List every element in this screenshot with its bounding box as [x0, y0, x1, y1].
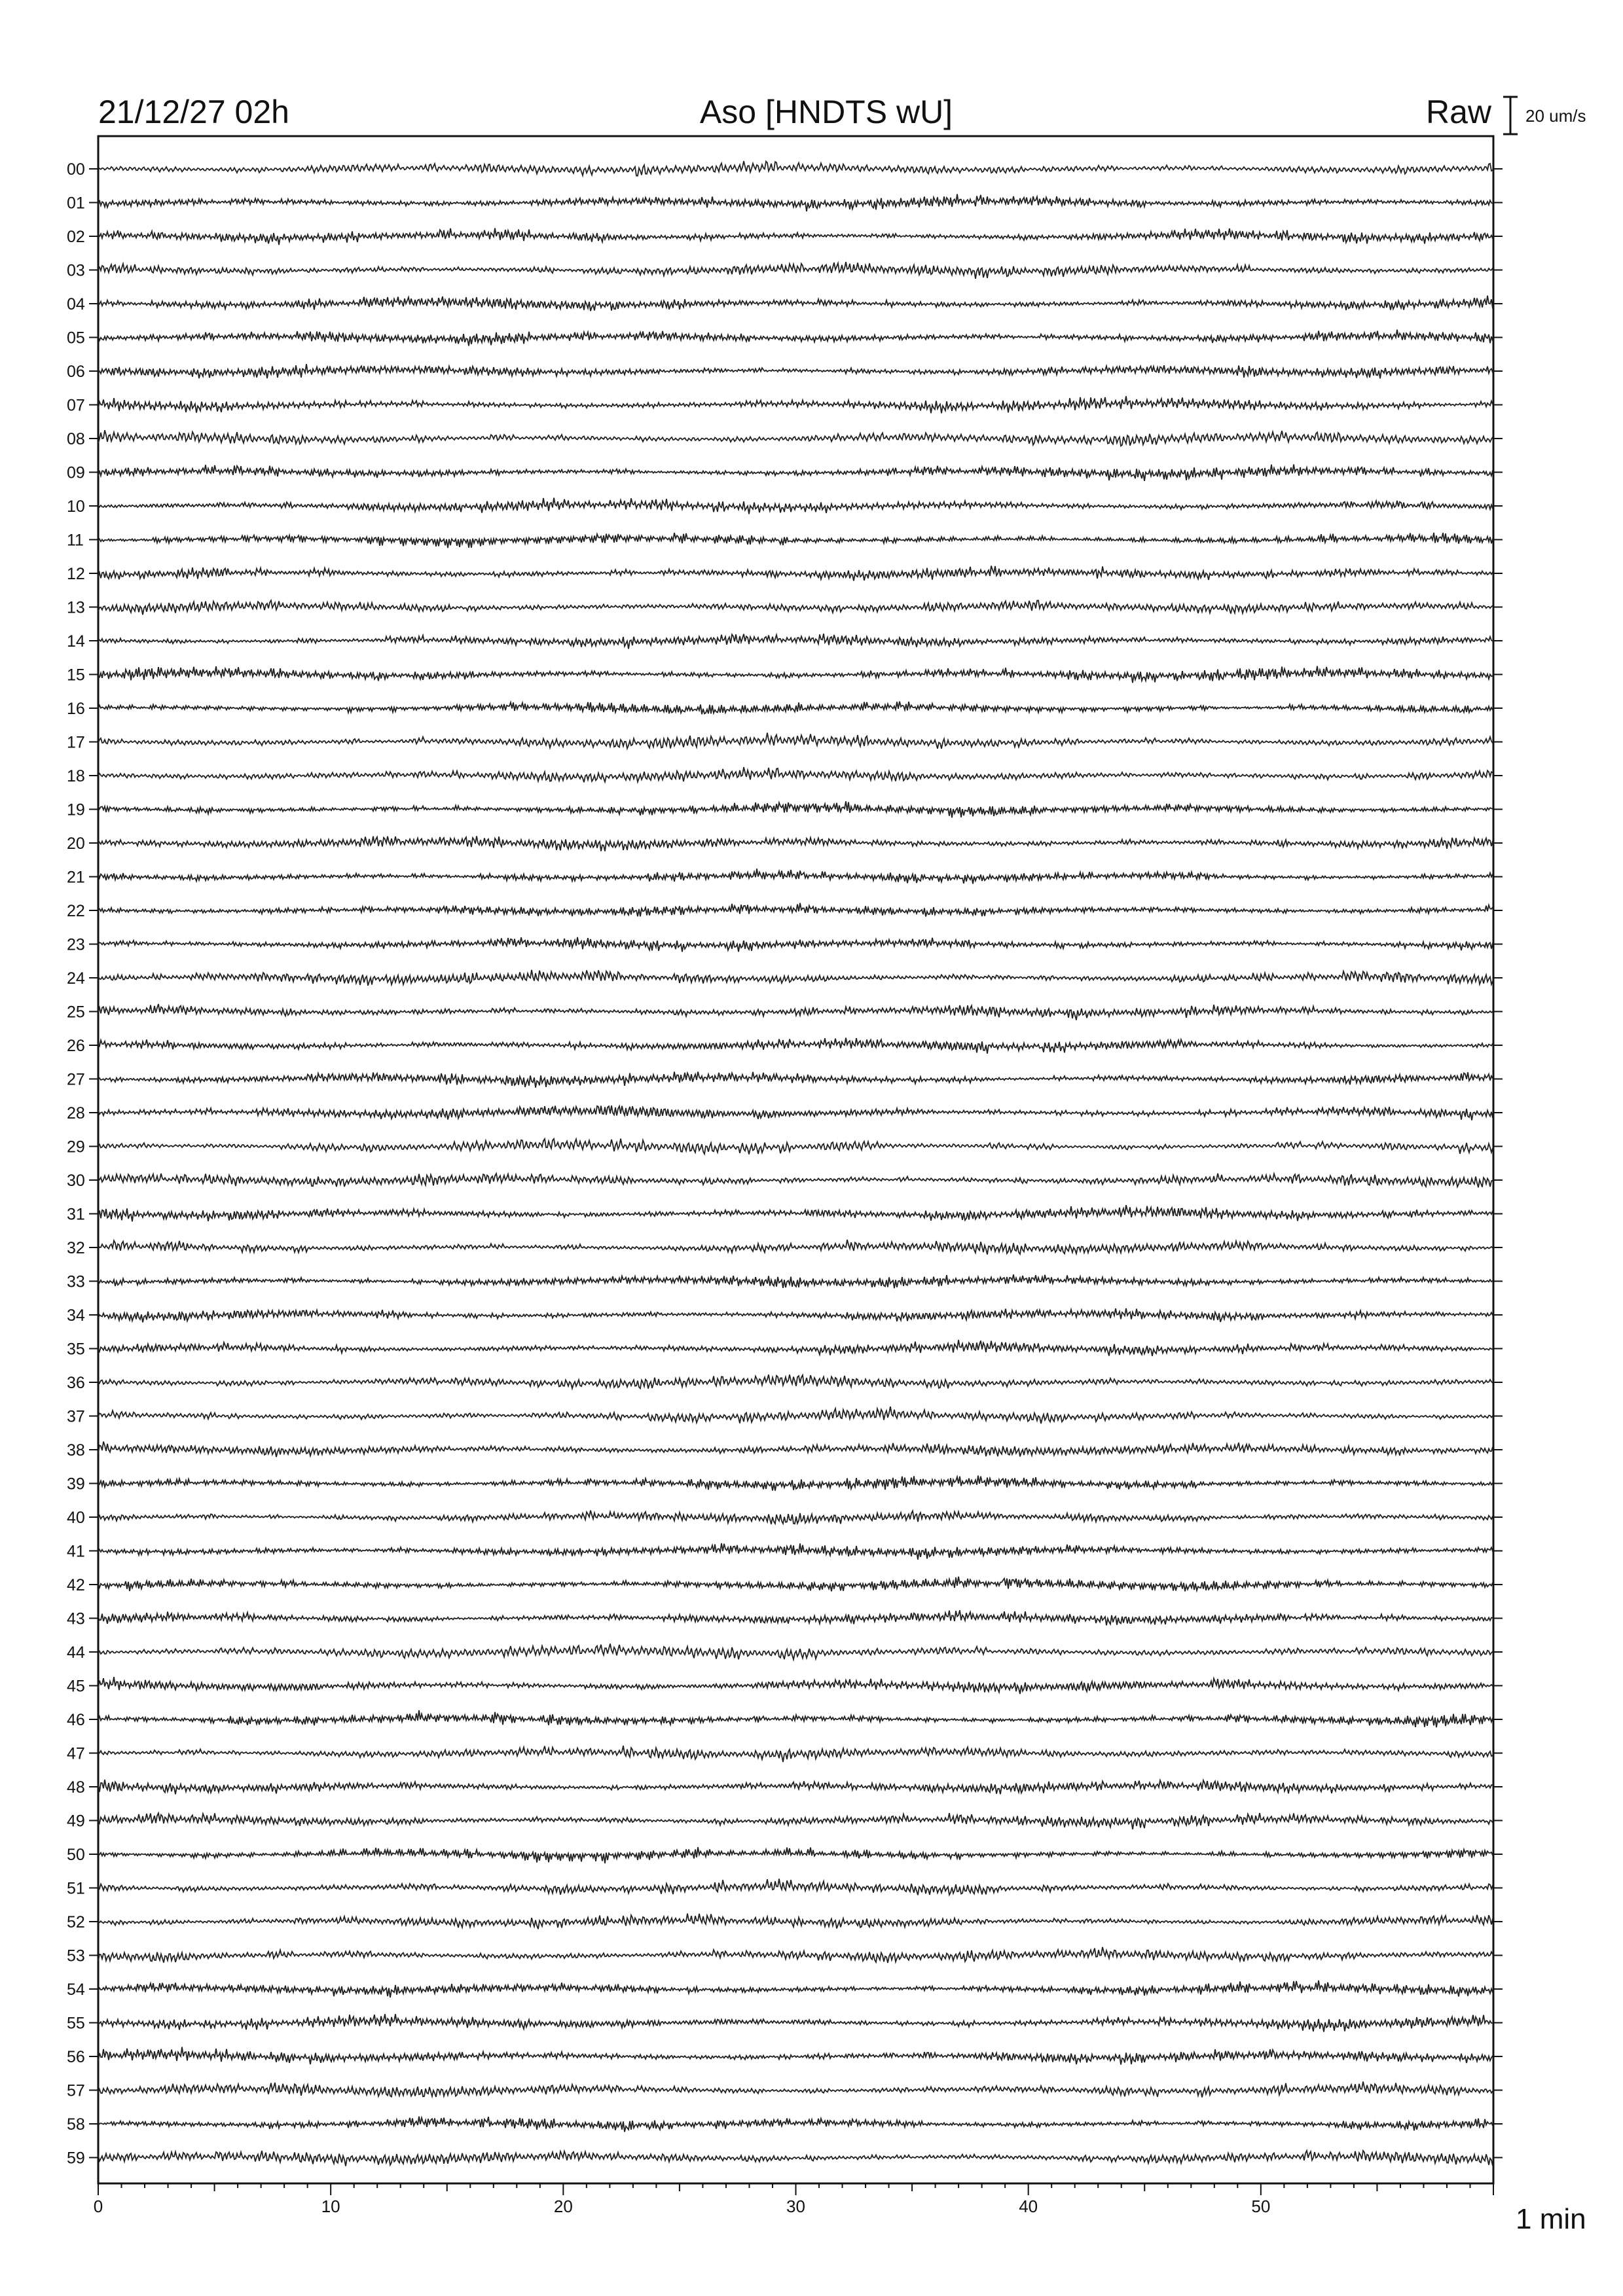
plot-frame [98, 136, 1493, 2183]
row-label: 18 [67, 767, 85, 785]
mode-label: Raw [1425, 94, 1491, 130]
trace-line [98, 1710, 1493, 1727]
row-label: 15 [67, 666, 85, 685]
trace-line [98, 1205, 1493, 1221]
row-label: 22 [67, 902, 85, 920]
trace-line [98, 634, 1493, 649]
row-label: 24 [67, 969, 85, 988]
trace-line [98, 2047, 1493, 2065]
trace-line [98, 903, 1493, 917]
row-label: 03 [67, 261, 85, 280]
row-label: 45 [67, 1677, 85, 1696]
row-label: 35 [67, 1340, 85, 1359]
trace-line [98, 1105, 1493, 1120]
trace-line [98, 2081, 1493, 2097]
trace-line [98, 1543, 1493, 1560]
trace-line [98, 1038, 1493, 1054]
row-label: 17 [67, 733, 85, 752]
trace-line [98, 1240, 1493, 1255]
row-label: 01 [67, 194, 85, 213]
row-label: 14 [67, 632, 85, 651]
trace-line [98, 767, 1493, 782]
row-label: 13 [67, 598, 85, 617]
row-label: 05 [67, 329, 85, 348]
row-label: 02 [67, 228, 85, 246]
trace-line [98, 1004, 1493, 1020]
trace-line [98, 296, 1493, 311]
trace-line [98, 836, 1493, 851]
row-label: 33 [67, 1272, 85, 1291]
x-axis-label: 1 min [1516, 2203, 1586, 2235]
row-label: 52 [67, 1913, 85, 1931]
trace-line [98, 666, 1493, 683]
trace-line [98, 1847, 1493, 1863]
trace-line [98, 566, 1493, 581]
trace-line [98, 1610, 1493, 1625]
trace-line [98, 1813, 1493, 1829]
trace-line [98, 1476, 1493, 1491]
row-label: 11 [67, 531, 84, 550]
trace-line [98, 330, 1493, 346]
row-label: 39 [67, 1475, 85, 1494]
trace-line [98, 1072, 1493, 1088]
row-label: 30 [67, 1172, 85, 1190]
x-axis [94, 2183, 1493, 2216]
trace-line [98, 161, 1493, 176]
trace-line [98, 869, 1493, 884]
row-label: 50 [67, 1846, 85, 1864]
scale-label: 20 um/s [1525, 106, 1586, 126]
x-tick-label: 10 [321, 2197, 340, 2216]
x-tick-label: 40 [1019, 2197, 1038, 2216]
trace-line [98, 1442, 1493, 1458]
row-label: 00 [67, 160, 85, 179]
row-label: 23 [67, 935, 85, 954]
row-label: 29 [67, 1138, 85, 1157]
row-label: 46 [67, 1711, 85, 1729]
trace-line [98, 1643, 1493, 1659]
row-label: 57 [67, 2081, 85, 2100]
row-label: 10 [67, 497, 85, 516]
row-label: 58 [67, 2115, 85, 2134]
x-tick-label: 50 [1251, 2197, 1271, 2216]
row-label: 43 [67, 1609, 85, 1628]
row-label: 20 [67, 834, 85, 853]
row-label: 59 [67, 2149, 85, 2168]
row-label: 34 [67, 1306, 85, 1325]
trace-line [98, 1947, 1493, 1963]
row-label: 54 [67, 1981, 85, 1999]
row-label: 07 [67, 396, 85, 415]
trace-line [98, 1780, 1493, 1794]
row-label: 36 [67, 1374, 85, 1392]
date-label: 21/12/27 02h [98, 94, 289, 130]
trace-line [98, 1139, 1493, 1155]
trace-line [98, 1174, 1493, 1187]
trace-line [98, 228, 1493, 245]
trace-line [98, 1407, 1493, 1424]
row-label: 21 [67, 868, 85, 887]
trace-line [98, 1308, 1493, 1322]
row-label: 28 [67, 1104, 85, 1122]
row-label: 44 [67, 1643, 85, 1662]
row-label: 47 [67, 1744, 85, 1763]
row-label: 27 [67, 1070, 85, 1089]
row-label: 06 [67, 363, 85, 381]
x-tick-label: 20 [553, 2197, 573, 2216]
row-label: 53 [67, 1946, 85, 1965]
row-label: 49 [67, 1812, 85, 1831]
trace-line [98, 396, 1493, 413]
row-label: 41 [67, 1542, 85, 1561]
trace-line [98, 1577, 1493, 1591]
trace-line [98, 194, 1493, 211]
trace-line [98, 1677, 1493, 1694]
trace-line [98, 1511, 1493, 1524]
trace-line [98, 1374, 1493, 1388]
trace-line [98, 801, 1493, 817]
row-label-group [67, 160, 85, 2168]
row-label: 31 [67, 1205, 85, 1224]
row-label: 08 [67, 430, 85, 448]
row-label: 42 [67, 1576, 85, 1594]
chart-title: Aso [HNDTS wU] [699, 94, 953, 130]
row-label: 26 [67, 1037, 85, 1055]
trace-line [98, 1746, 1493, 1762]
row-label: 37 [67, 1407, 85, 1426]
row-label: 32 [67, 1239, 85, 1257]
row-label: 48 [67, 1778, 85, 1797]
scale-bar [1503, 97, 1518, 134]
row-label: 12 [67, 565, 85, 583]
trace-line [98, 2014, 1493, 2032]
trace-line [98, 1340, 1493, 1356]
row-label: 55 [67, 2014, 85, 2033]
row-label: 16 [67, 700, 85, 718]
trace-line [98, 600, 1493, 615]
row-label: 25 [67, 1003, 85, 1022]
x-tick-label: 30 [786, 2197, 805, 2216]
trace-group [89, 161, 1503, 2166]
trace-line [98, 702, 1493, 715]
trace-line [98, 430, 1493, 446]
trace-line [98, 970, 1493, 986]
trace-line [98, 1274, 1493, 1288]
trace-line [98, 1981, 1493, 1998]
row-label: 09 [67, 463, 85, 482]
trace-line [98, 1914, 1493, 1929]
row-label: 19 [67, 800, 85, 819]
trace-line [98, 364, 1493, 378]
trace-line [98, 937, 1493, 952]
trace-line [98, 533, 1493, 548]
row-label: 40 [67, 1509, 85, 1527]
trace-line [98, 465, 1493, 481]
row-label: 04 [67, 295, 85, 314]
trace-line [98, 2117, 1493, 2132]
trace-line [98, 1879, 1493, 1895]
row-label: 56 [67, 2048, 85, 2066]
row-label: 38 [67, 1441, 85, 1460]
trace-line [98, 498, 1493, 514]
trace-line [98, 733, 1493, 749]
trace-line [98, 262, 1493, 279]
trace-line [98, 2151, 1493, 2166]
row-label: 51 [67, 1879, 85, 1898]
x-tick-label: 0 [93, 2197, 103, 2216]
